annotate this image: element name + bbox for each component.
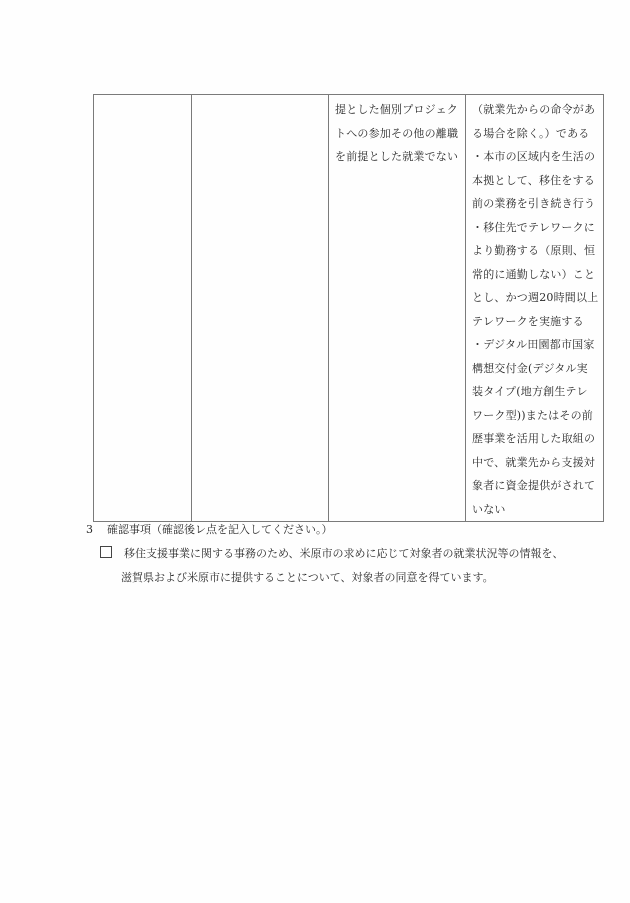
text-line: とし、かつ週20時間以上 xyxy=(472,291,599,304)
text-line: ワーク型))またはその前 xyxy=(472,408,593,422)
text-line: 本拠として、移住をする xyxy=(472,173,595,187)
text-line: 歴事業を活用した取組の xyxy=(472,432,596,445)
text-line: 提とした個別プロジェク xyxy=(335,103,458,116)
text-line: トへの参加その他の離職 xyxy=(335,126,459,140)
text-line: を前提とした就業でない xyxy=(335,150,459,163)
table-cell-col3 xyxy=(329,95,466,522)
text-line: る場合を除く。）である xyxy=(472,126,590,140)
table-cell-col1 xyxy=(94,95,192,522)
text-line: 装タイプ(地方創生テレ xyxy=(472,385,588,398)
col4-text xyxy=(466,95,603,521)
text-line: ・本市の区域内を生活の xyxy=(472,150,596,163)
consent-checkbox[interactable] xyxy=(100,546,112,558)
text-line: いない xyxy=(472,502,506,516)
consent-text-line1: 移住支援事業に関する事務のため、米原市の求めに応じて対象者の就業状況等の情報を、 xyxy=(124,547,564,560)
consent-text-continued xyxy=(121,568,494,588)
text-line: 中で、就業先から支援対 xyxy=(472,455,595,469)
text-line: より勤務する（原則、恒 xyxy=(472,244,596,257)
col3-text xyxy=(329,95,465,169)
col1-text xyxy=(94,95,191,98)
section-3-heading xyxy=(86,520,333,540)
table-cell-col2 xyxy=(192,95,329,522)
text-line: ・移住先でテレワークに xyxy=(472,220,595,234)
consent-confirmation xyxy=(100,544,564,564)
text-line: テレワークを実施する xyxy=(472,314,584,328)
consent-text-line2: 滋賀県および米原市に提供することについて、対象者の同意を得ています。 xyxy=(121,571,494,584)
text-line: 象者に資金提供がされて xyxy=(472,479,596,492)
section-number: 3 xyxy=(86,523,93,536)
col2-text xyxy=(192,95,328,98)
eligibility-table xyxy=(93,94,604,522)
text-line: （就業先からの命令があ xyxy=(472,103,596,116)
table-cell-col4 xyxy=(466,95,604,522)
table-row xyxy=(94,95,604,522)
text-line: ・デジタル田園都市国家 xyxy=(472,338,595,351)
text-line: 常的に通勤しない）こと xyxy=(472,267,596,281)
text-line: 前の業務を引き続き行う xyxy=(472,197,596,210)
text-line: 構想交付金(デジタル実 xyxy=(472,361,588,375)
section-title: 確認事項（確認後レ点を記入してください。） xyxy=(107,523,333,536)
